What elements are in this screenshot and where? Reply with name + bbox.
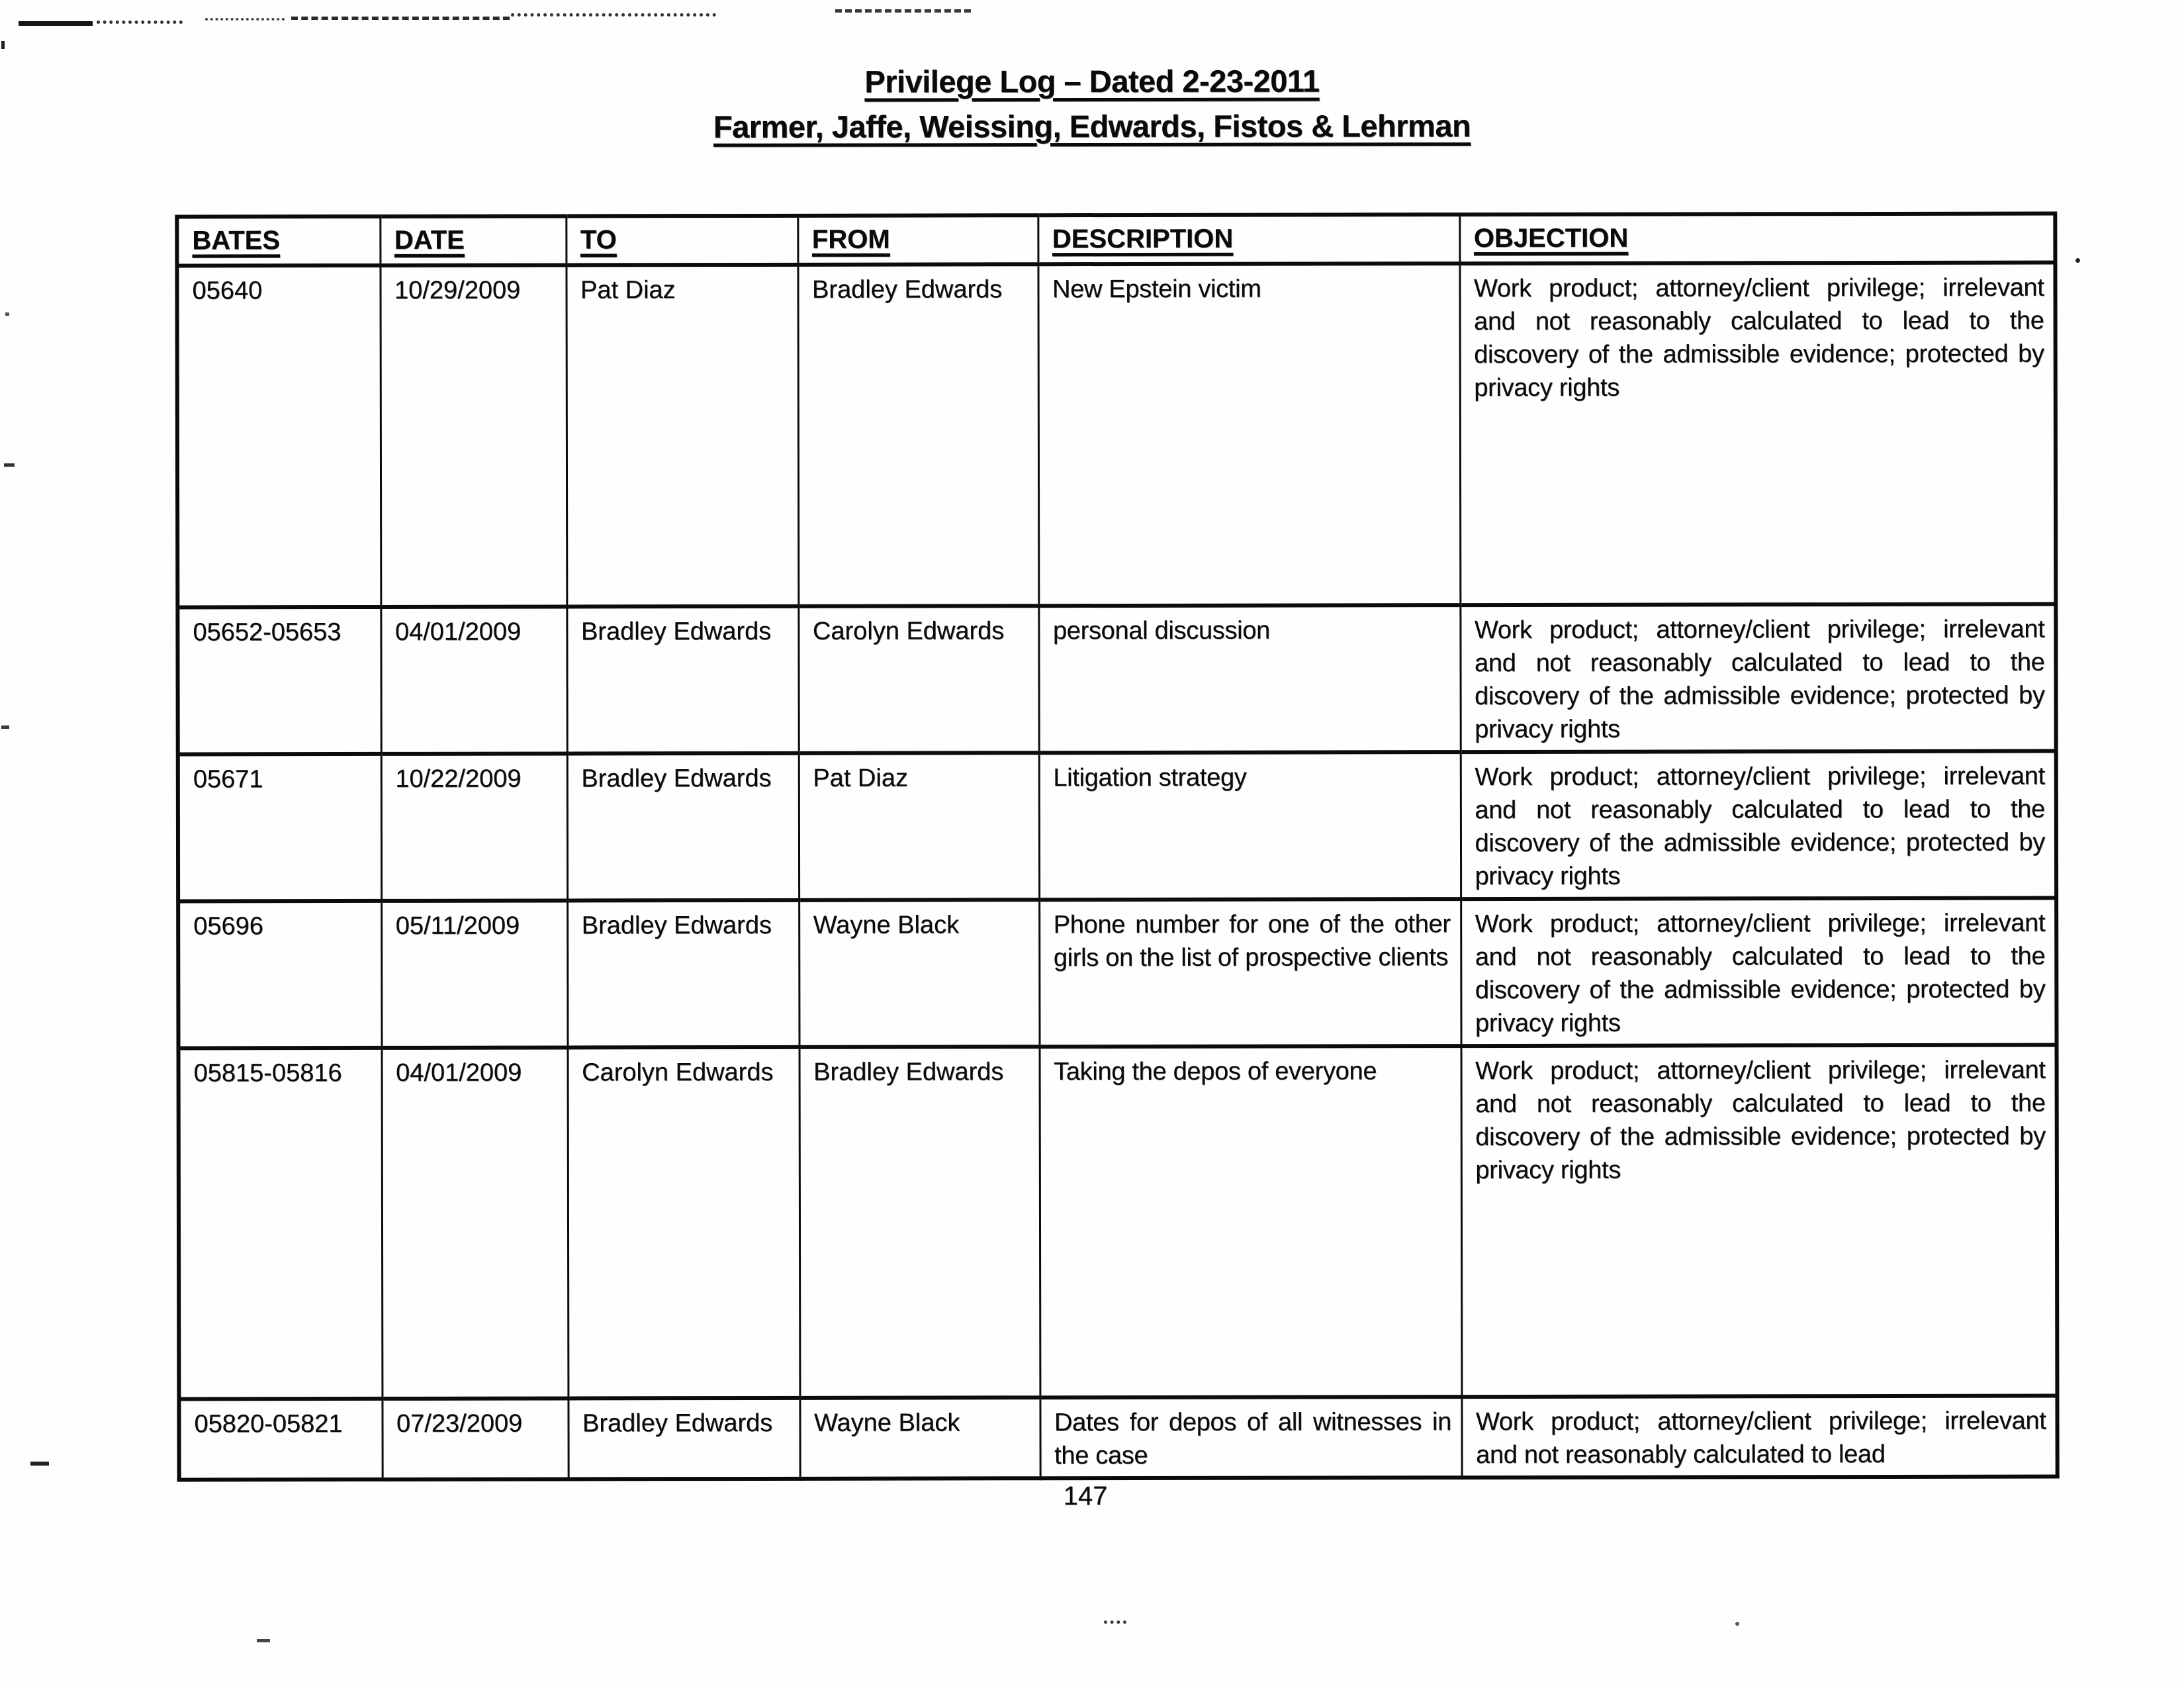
table-row	[178, 751, 2056, 902]
scan-artifact	[257, 1639, 270, 1642]
scan-artifact	[5, 312, 9, 316]
cell-from: Carolyn Edwards	[798, 606, 1038, 753]
column-header-description: DESCRIPTION	[1038, 214, 1459, 264]
cell-objection: Work product; attorney/client privilege; irrelevant and not reasonably calculated to lead to the discovery of the admissible evidence; protected by privacy rights	[1461, 1045, 2058, 1397]
cell-to: Pat Diaz	[566, 265, 798, 607]
scan-artifact	[205, 18, 285, 21]
column-header-from: FROM	[797, 215, 1038, 265]
page-number: 147	[1063, 1481, 1108, 1511]
column-header-objection: OBJECTION	[1459, 214, 2055, 264]
scan-artifact	[4, 463, 15, 467]
scan-artifact	[1104, 1620, 1126, 1624]
cell-from: Wayne Black	[799, 1397, 1040, 1479]
scan-artifact	[1, 726, 9, 729]
scan-artifact	[1735, 1622, 1739, 1626]
table-row	[178, 898, 2056, 1049]
cell-objection: Work product; attorney/client privilege; irrelevant and not reasonably calculated to lead to the discovery of the admissible evidence; protected by privacy rights	[1461, 898, 2056, 1047]
table-header-row	[177, 214, 2055, 266]
table-row	[177, 263, 2056, 608]
cell-objection: Work product; attorney/client privilege; irrelevant and not reasonably calculated to lead to the discovery of the admissible evidence; protected by privacy rights	[1460, 604, 2056, 753]
scan-artifact	[97, 21, 183, 24]
cell-description: New Epstein victim	[1038, 263, 1460, 606]
cell-to: Bradley Edwards	[568, 1398, 799, 1479]
scan-artifact	[511, 13, 716, 17]
cell-bates: 05671	[178, 754, 381, 902]
cell-to: Bradley Edwards	[567, 606, 798, 754]
cell-to: Bradley Edwards	[567, 900, 799, 1048]
cell-bates: 05815-05816	[179, 1048, 383, 1399]
cell-to: Bradley Edwards	[567, 753, 799, 901]
cell-bates: 05696	[178, 901, 381, 1049]
document-title: Privilege Log – Dated 2-23-2011	[864, 63, 1320, 99]
scan-artifact	[19, 21, 93, 26]
column-header-date: DATE	[380, 216, 566, 265]
cell-date: 10/22/2009	[381, 753, 567, 900]
table-row	[177, 604, 2056, 755]
cell-from: Bradley Edwards	[797, 264, 1038, 606]
privilege-log-table	[175, 212, 2059, 1482]
cell-objection: Work product; attorney/client privilege; irrelevant and not reasonably calculated to lead to the discovery of the admissible evidence; protected by privacy rights	[1461, 751, 2056, 900]
privilege-log-table-wrap	[175, 212, 2059, 1482]
scan-artifact	[30, 1462, 49, 1466]
cell-description: Taking the depos of everyone	[1040, 1046, 1462, 1397]
cell-from: Wayne Black	[799, 900, 1039, 1047]
cell-objection: Work product; attorney/client privilege; irrelevant and not reasonably calculated to lead to the discovery of the admissible evidence; protected by privacy rights	[1459, 263, 2056, 606]
scan-artifact	[1, 41, 5, 49]
scan-artifact	[2075, 258, 2080, 263]
column-header-to: TO	[566, 216, 797, 265]
cell-date: 04/01/2009	[382, 1047, 569, 1398]
cell-description: Phone number for one of the other girls on the list of prospective clients	[1039, 899, 1461, 1047]
cell-to: Carolyn Edwards	[568, 1047, 800, 1399]
cell-description: Litigation strategy	[1039, 752, 1461, 900]
cell-bates: 05652-05653	[177, 607, 381, 755]
cell-from: Pat Diaz	[799, 753, 1039, 900]
scan-artifact	[291, 17, 510, 20]
table-row	[179, 1396, 2057, 1480]
title-block	[0, 60, 2184, 149]
cell-bates: 05820-05821	[179, 1399, 382, 1480]
cell-date: 10/29/2009	[380, 265, 567, 606]
cell-bates: 05640	[177, 265, 381, 608]
cell-from: Bradley Edwards	[799, 1047, 1040, 1398]
table-row	[179, 1045, 2058, 1399]
cell-objection: Work product; attorney/client privilege; irrelevant and not reasonably calculated to lead	[1461, 1396, 2057, 1478]
column-header-bates: BATES	[177, 216, 380, 266]
cell-description: personal discussion	[1038, 605, 1460, 753]
scan-artifact	[835, 9, 971, 13]
cell-date: 05/11/2009	[381, 900, 567, 1047]
cell-date: 04/01/2009	[381, 606, 567, 753]
document-subtitle: Farmer, Jaffe, Weissing, Edwards, Fistos & Lehrman	[713, 108, 1471, 144]
cell-description: Dates for depos of all witnesses in the case	[1040, 1397, 1461, 1478]
cell-date: 07/23/2009	[382, 1398, 568, 1479]
